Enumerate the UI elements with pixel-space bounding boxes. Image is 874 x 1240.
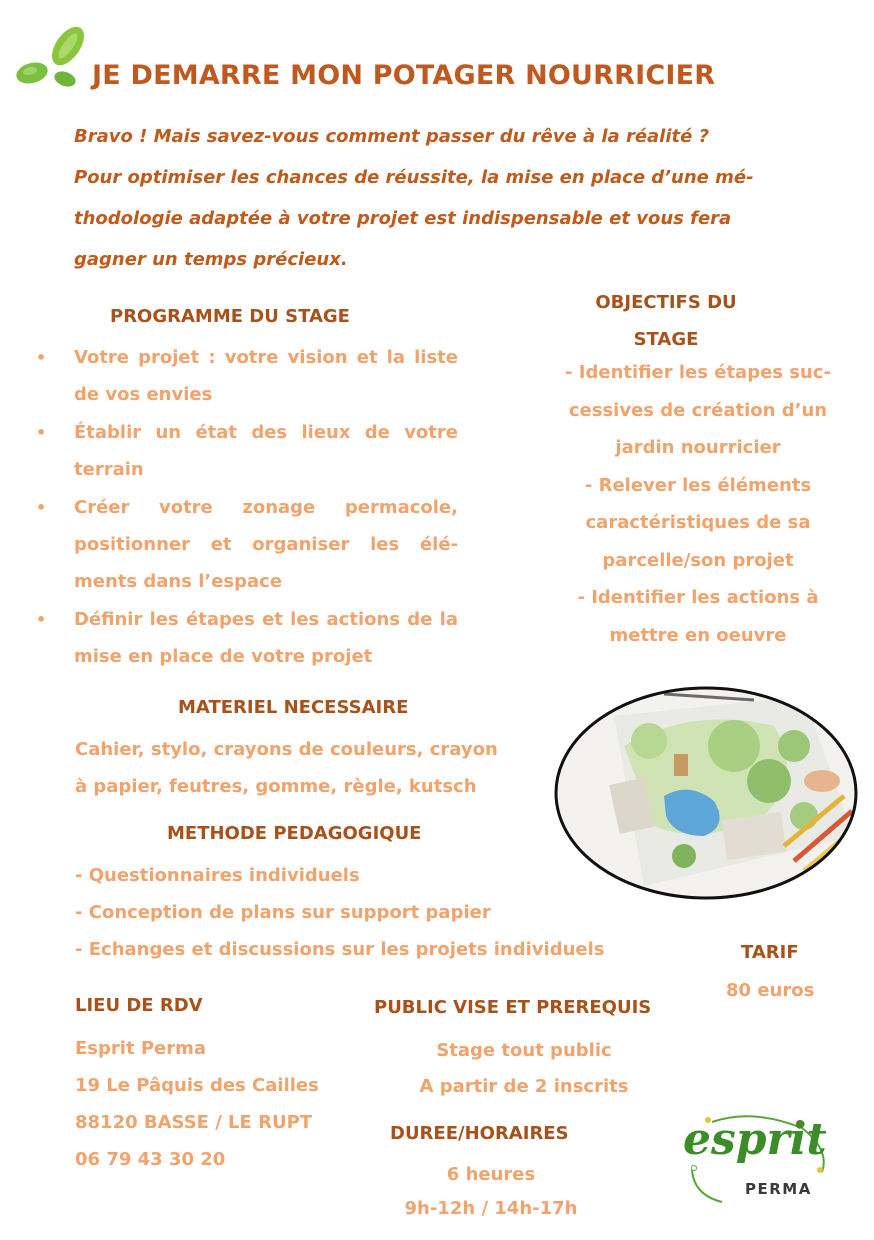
tarif-value: 80 euros	[726, 980, 815, 1001]
duree-text	[376, 1158, 606, 1226]
leaf-icon	[10, 26, 90, 96]
methode-line: - Conception de plans sur support papier	[75, 902, 491, 923]
list-item-text: Votre projet : votre vision et la liste de vos envies	[74, 347, 458, 405]
intro-line: Pour optimiser les chances de réussite, la mise en place d’une mé-	[74, 167, 754, 188]
list-item-text: Définir les étapes et les actions de la mise en place de votre projet	[74, 609, 458, 667]
page-title: JE DEMARRE MON POTAGER NOURRICIER	[92, 60, 716, 91]
lieu-line: 19 Le Pâquis des Cailles	[75, 1075, 319, 1096]
bullet-icon: •	[36, 348, 47, 367]
logo-subtitle: PERMA	[745, 1180, 812, 1198]
public-line: A partir de 2 inscrits	[419, 1076, 629, 1097]
methode-heading: METHODE PEDAGOGIQUE	[167, 823, 422, 844]
objectifs-line: - Identifier les actions à	[577, 587, 819, 608]
objectifs-text	[548, 354, 848, 654]
materiel-text	[75, 731, 498, 805]
objectifs-line: cessives de création d’un	[568, 399, 828, 421]
intro-line: thodologie adaptée à votre projet est indispensable et vous fera	[74, 208, 732, 229]
lieu-line: 88120 BASSE / LE RUPT	[75, 1112, 313, 1133]
duree-heading: DUREE/HORAIRES	[390, 1123, 569, 1144]
objectifs-line: parcelle/son projet	[602, 549, 794, 571]
programme-list	[34, 339, 458, 676]
public-line: Stage tout public	[436, 1040, 612, 1061]
phone-number: 06 79 43 30 20	[75, 1149, 226, 1170]
bullet-icon: •	[36, 423, 47, 442]
intro-text	[74, 116, 794, 280]
tarif-heading: TARIF	[741, 942, 799, 963]
objectifs-line: caractéristiques de sa	[585, 512, 811, 533]
duree-line: 9h-12h / 14h-17h	[404, 1198, 578, 1219]
bullet-icon: •	[36, 498, 47, 517]
public-heading: PUBLIC VISE ET PREREQUIS	[374, 997, 652, 1018]
materiel-heading: MATERIEL NECESSAIRE	[178, 697, 409, 718]
objectifs-line: - Relever les éléments	[584, 474, 812, 496]
lieu-text	[75, 1030, 319, 1178]
objectifs-heading	[586, 284, 746, 358]
duree-line: 6 heures	[446, 1164, 536, 1185]
list-item	[34, 601, 458, 675]
methode-line: - Echanges et discussions sur les projets individuels	[75, 939, 605, 960]
objectifs-line: - Identifier les étapes suc-	[565, 362, 831, 383]
materiel-line: à papier, feutres, gomme, règle, kutsch	[75, 776, 477, 797]
garden-plan-image	[554, 686, 858, 900]
programme-heading: PROGRAMME DU STAGE	[110, 306, 350, 327]
public-text	[374, 1033, 674, 1105]
materiel-line: Cahier, stylo, crayons de couleurs, crayon	[75, 739, 498, 760]
list-item	[34, 489, 458, 600]
intro-line: Bravo ! Mais savez-vous comment passer du rêve à la réalité ?	[74, 126, 710, 147]
objectifs-line: jardin nourricier	[615, 437, 781, 458]
lieu-line: Esprit Perma	[75, 1038, 206, 1059]
list-item-text: Créer votre zonage permacole, positionner et organiser les élé-ments dans l’espace	[74, 497, 458, 592]
logo-wordmark: esprit	[683, 1114, 827, 1165]
objectifs-heading-line: STAGE	[633, 329, 699, 350]
lieu-heading: LIEU DE RDV	[75, 995, 203, 1016]
intro-line: gagner un temps précieux.	[74, 249, 348, 270]
list-item	[34, 339, 458, 413]
objectifs-heading-line: OBJECTIFS DU	[595, 292, 737, 313]
objectifs-line: mettre en oeuvre	[609, 624, 787, 646]
methode-text	[75, 857, 605, 968]
list-item	[34, 414, 458, 488]
methode-line: - Questionnaires individuels	[75, 865, 360, 886]
bullet-icon: •	[36, 610, 47, 629]
list-item-text: Établir un état des lieux de votre terrain	[74, 422, 458, 480]
